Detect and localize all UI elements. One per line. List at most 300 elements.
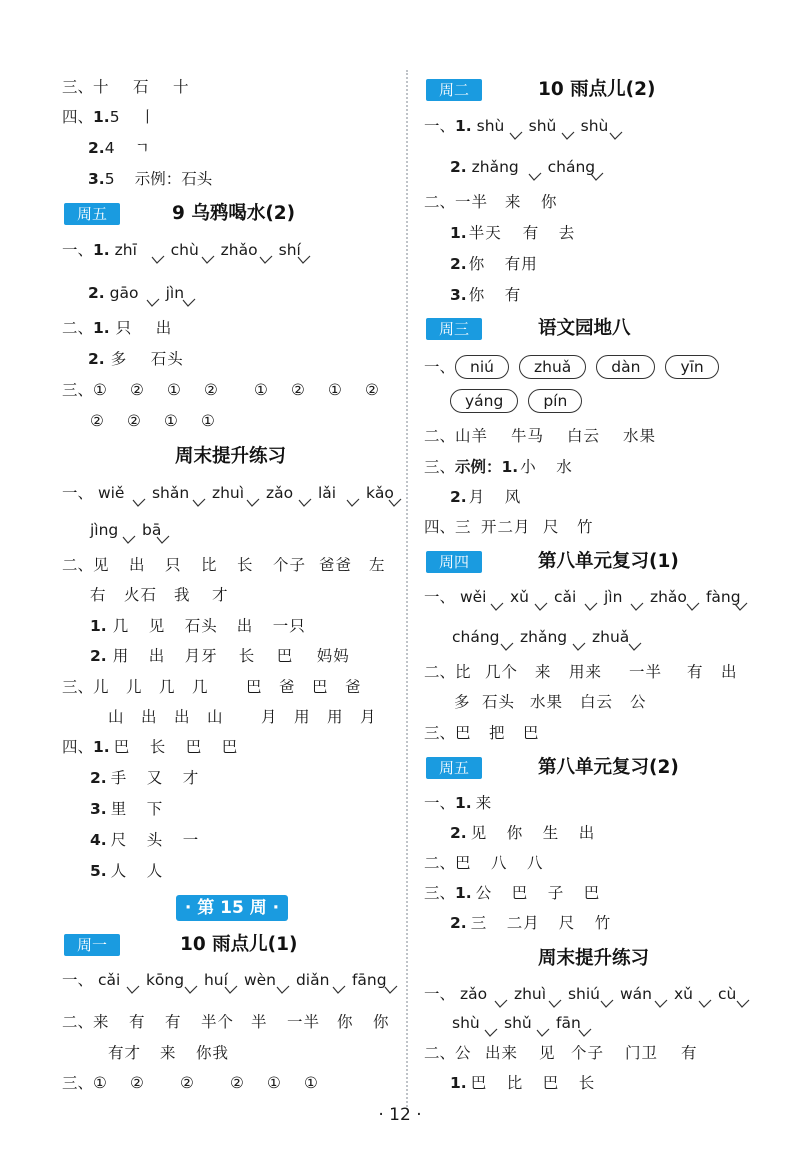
answer: 出 — [148, 647, 166, 665]
oval-answer-line — [450, 389, 592, 413]
answer: 子 — [547, 884, 565, 902]
check-mark-icon — [572, 642, 586, 652]
item-number: 2. — [450, 488, 467, 506]
answer: 山 — [108, 708, 125, 726]
section-title: 第八单元复习(1) — [538, 551, 679, 572]
check-mark-icon — [297, 255, 311, 265]
check-mark-icon — [192, 498, 206, 508]
answer-line — [62, 1073, 318, 1093]
section-title: 周末提升练习 — [175, 446, 287, 467]
circled-answer: ① — [328, 381, 342, 399]
answer-line — [90, 616, 306, 636]
answer: 公 — [475, 884, 493, 902]
item-number: 1. — [90, 617, 107, 635]
circled-answer: ② — [230, 1074, 244, 1092]
pinyin-answer: zhǎo — [220, 241, 258, 259]
answer: 三 — [455, 518, 472, 536]
answer: 长 — [149, 738, 167, 756]
check-mark-icon — [122, 535, 136, 545]
check-mark-icon — [654, 999, 668, 1009]
answer: 个子 — [273, 556, 307, 574]
answer: 水果 — [623, 427, 657, 445]
item-prefix: 三、 — [62, 1074, 94, 1092]
answer: 巴 — [113, 738, 131, 756]
answer: 有用 — [504, 255, 538, 273]
item-prefix: 一、 — [62, 484, 94, 502]
section-header — [64, 934, 394, 958]
pinyin-answer: fān — [556, 1014, 581, 1032]
check-mark-icon — [151, 255, 165, 265]
day-badge: 周五 — [426, 757, 482, 779]
pinyin-answer: zǎo — [459, 985, 488, 1003]
item-prefix: 一、 — [62, 241, 94, 259]
item-number: 1. — [93, 319, 110, 337]
answer: 牛马 — [511, 427, 545, 445]
answer-line — [90, 799, 163, 819]
answer: 才 — [182, 769, 200, 787]
item-number: 2. — [90, 647, 107, 665]
answer: 二月 — [506, 914, 540, 932]
answer-line — [62, 107, 155, 127]
circled-pinyin: zhuǎ — [519, 355, 586, 379]
answer: 你 — [506, 824, 524, 842]
answer: 小 — [520, 458, 537, 476]
section-title: 语文园地八 — [538, 318, 631, 339]
item-prefix: 二、 — [424, 663, 456, 681]
check-mark-icon — [126, 985, 140, 995]
answer: 出 — [141, 708, 158, 726]
answer: 有 — [522, 224, 540, 242]
page-number: · 12 · — [378, 1105, 422, 1125]
pinyin-answer: kōng — [145, 971, 185, 989]
section-header — [426, 757, 786, 781]
item-number: 1. — [450, 1074, 467, 1092]
answer: 几 — [159, 678, 176, 696]
check-mark-icon — [698, 999, 712, 1009]
item-number: 2. — [88, 284, 105, 302]
item-number: 1. — [450, 224, 467, 242]
pinyin-line — [62, 240, 317, 265]
item-prefix: 三、 — [62, 78, 94, 96]
check-mark-icon — [298, 498, 312, 508]
day-badge: 周四 — [426, 551, 482, 573]
section-title: 第八单元复习(2) — [538, 757, 679, 778]
circled-answer: ② — [180, 1074, 194, 1092]
answer: 巴 — [455, 854, 472, 872]
answer: 你 — [468, 255, 486, 273]
check-mark-icon — [561, 131, 575, 141]
item-prefix: 二、 — [62, 1013, 94, 1031]
item-number: 2. — [88, 350, 105, 368]
check-mark-icon — [384, 985, 398, 995]
answer: 有才 — [108, 1044, 142, 1062]
pinyin-line — [88, 283, 202, 308]
section-title: 9 乌鸦喝水(2) — [172, 203, 296, 224]
pinyin-answer: shǎn — [151, 484, 190, 502]
answer: 竹 — [594, 914, 612, 932]
answer: 用 — [112, 647, 130, 665]
item-number: 1. — [455, 117, 472, 135]
check-mark-icon — [600, 999, 614, 1009]
answer: 下 — [146, 800, 164, 818]
item-prefix: 一、 — [424, 985, 456, 1003]
answer: 有 — [165, 1013, 182, 1031]
pinyin-answer: xǔ — [673, 985, 693, 1003]
circled-answer: ② — [130, 1074, 144, 1092]
answer: 一只 — [272, 617, 306, 635]
answer: 手 — [110, 769, 128, 787]
answer: 巴 — [470, 1074, 488, 1092]
item-prefix: 三、 — [424, 724, 456, 742]
item-number: 2. — [450, 158, 467, 176]
pinyin-line — [452, 627, 648, 652]
pinyin-answer: zhī — [114, 241, 137, 259]
answer: 十 — [93, 78, 110, 96]
pinyin-answer: kǎo — [365, 484, 394, 502]
check-mark-icon — [490, 602, 504, 612]
section-title: 周末提升练习 — [538, 948, 650, 969]
pinyin-answer: shiú — [567, 985, 600, 1003]
day-badge: 周二 — [426, 79, 482, 101]
check-mark-icon — [536, 1028, 550, 1038]
pinyin-answer: chù — [170, 241, 199, 259]
answer: 火石 — [124, 586, 158, 604]
item-number: 1. — [93, 738, 110, 756]
answer: 有 — [504, 286, 522, 304]
answer-line — [450, 223, 575, 243]
check-mark-icon — [736, 999, 750, 1009]
answer: 有 — [681, 1044, 698, 1062]
answer: 只 — [115, 319, 133, 337]
answer: 月 — [468, 488, 486, 506]
pinyin-answer: wiě — [97, 484, 125, 502]
answer-line — [90, 768, 199, 788]
answer: 5 — [109, 108, 120, 126]
circled-answer: ② — [127, 412, 141, 430]
answer-line — [424, 426, 656, 446]
item-prefix: 四、 — [424, 518, 456, 536]
pinyin-answer: shù — [476, 117, 505, 135]
answer: 八 — [527, 854, 544, 872]
answer: 来 — [535, 663, 552, 681]
pinyin-answer: cháng — [547, 158, 596, 176]
answer: 公 — [455, 1044, 472, 1062]
pinyin-line — [62, 483, 408, 508]
pinyin-answer: wèn — [243, 971, 276, 989]
check-mark-icon — [224, 985, 238, 995]
answer-line — [62, 737, 238, 757]
item-number: 2. — [88, 139, 105, 157]
answer: 巴 — [511, 884, 529, 902]
answer: ㄱ — [134, 139, 150, 157]
pinyin-answer: zhuǎ — [592, 628, 630, 646]
item-number: 3. — [450, 286, 467, 304]
answer: 长 — [238, 647, 256, 665]
answer-line — [450, 823, 595, 843]
pinyin-answer: gāo — [109, 284, 139, 302]
check-mark-icon — [276, 985, 290, 995]
day-badge: 周三 — [426, 318, 482, 340]
pinyin-answer: bā — [142, 521, 162, 539]
answer-line — [62, 1012, 390, 1032]
item-number: 2. — [450, 255, 467, 273]
item-prefix: 四、 — [62, 108, 94, 126]
circled-answer: ① — [167, 381, 181, 399]
answer-line — [108, 1043, 229, 1063]
pinyin-answer: zǎo — [265, 484, 294, 502]
check-mark-icon — [509, 131, 523, 141]
item-prefix: 一、 — [424, 794, 456, 812]
answer-line — [62, 677, 362, 697]
answer-line — [424, 883, 600, 903]
answer: 把 — [489, 724, 506, 742]
answer: 尺 — [558, 914, 576, 932]
answer: 比 — [455, 663, 472, 681]
pinyin-answer: cháng — [452, 628, 500, 646]
answer: 你 — [337, 1013, 354, 1031]
answer: 风 — [504, 488, 522, 506]
item-prefix: 一、 — [424, 358, 456, 376]
answer: 见 — [539, 1044, 556, 1062]
answer: 石头 — [184, 617, 218, 635]
pinyin-answer: zhuì — [513, 985, 547, 1003]
answer: 来 — [505, 193, 522, 211]
pinyin-answer: wěi — [459, 588, 487, 606]
answer: 见 — [93, 556, 110, 574]
answer: 爸爸 — [319, 556, 353, 574]
check-mark-icon — [500, 642, 514, 652]
answer: 儿 — [93, 678, 110, 696]
pinyin-answer: fāng — [351, 971, 387, 989]
pinyin-answer: shí — [278, 241, 301, 259]
answer: 一半 — [629, 663, 663, 681]
item-prefix: 三、 — [62, 381, 94, 399]
check-mark-icon — [388, 498, 402, 508]
pinyin-answer: jìng — [90, 521, 119, 539]
day-badge: 周一 — [64, 934, 120, 956]
section-title: 10 雨点儿(1) — [180, 934, 298, 955]
answer: 儿 — [126, 678, 143, 696]
answer: 石 — [133, 78, 150, 96]
answer: 石头 — [150, 350, 184, 368]
circled-answer: ① — [304, 1074, 318, 1092]
item-number: 5. — [90, 862, 107, 880]
answer: 出 — [721, 663, 738, 681]
check-mark-icon — [156, 535, 170, 545]
answer: 出 — [129, 556, 146, 574]
pinyin-answer: lǎi — [317, 484, 337, 502]
check-mark-icon — [201, 255, 215, 265]
answer-line — [424, 853, 544, 873]
item-prefix: 二、 — [62, 319, 94, 337]
circled-answer: ① — [267, 1074, 281, 1092]
answer: 来 — [160, 1044, 177, 1062]
check-mark-icon — [184, 985, 198, 995]
answer: 用来 — [569, 663, 603, 681]
answer: 尺 — [543, 518, 560, 536]
answer-line — [450, 487, 521, 507]
answer-line — [62, 77, 190, 97]
circled-pinyin: yáng — [450, 389, 518, 413]
answer: 半天 — [468, 224, 502, 242]
answer-line — [90, 861, 163, 881]
answer: 去 — [558, 224, 576, 242]
circled-answer: ① — [93, 381, 107, 399]
item-prefix: 一、 — [62, 971, 94, 989]
circled-answer: ② — [130, 381, 144, 399]
answer: 丨 — [139, 108, 156, 126]
answer-line — [424, 1043, 698, 1063]
answer-line — [424, 662, 738, 682]
answer: 你 — [373, 1013, 390, 1031]
answer: 长 — [237, 556, 254, 574]
answer: 山羊 — [455, 427, 489, 445]
answer-line — [90, 411, 215, 431]
pinyin-answer: wán — [619, 985, 652, 1003]
pinyin-answer: diǎn — [295, 971, 330, 989]
answer-line — [88, 349, 184, 369]
item-number: 2. — [450, 914, 467, 932]
item-prefix: 一、 — [424, 117, 456, 135]
answer: 一半 — [455, 193, 489, 211]
answer-line — [450, 1073, 595, 1093]
item-number: 1. — [455, 884, 472, 902]
check-mark-icon — [246, 498, 260, 508]
answer: 有 — [687, 663, 704, 681]
answer: 来 — [93, 1013, 110, 1031]
pinyin-answer: zhǎng — [471, 158, 519, 176]
answer: 巴 — [246, 678, 263, 696]
answer: 你 — [541, 193, 558, 211]
check-mark-icon — [146, 298, 160, 308]
item-prefix: 二、 — [424, 427, 456, 445]
pinyin-answer: huí — [203, 971, 228, 989]
item-number: 4. — [90, 831, 107, 849]
pinyin-line — [452, 1013, 598, 1038]
answer: 我 — [174, 586, 191, 604]
pinyin-answer: cù — [717, 985, 737, 1003]
answer: 用 — [294, 708, 311, 726]
answer: 月牙 — [184, 647, 218, 665]
item-prefix: 一、 — [424, 588, 456, 606]
answer: 门卫 — [625, 1044, 659, 1062]
answer: 头 — [146, 831, 164, 849]
answer: 出 — [236, 617, 254, 635]
check-mark-icon — [332, 985, 346, 995]
answer-line — [108, 707, 377, 727]
answer: 爸 — [345, 678, 362, 696]
circled-answer: ① — [201, 412, 215, 430]
item-prefix: 四、 — [62, 738, 94, 756]
answer: 水果 — [530, 693, 564, 711]
circled-pinyin: yīn — [665, 355, 718, 379]
check-mark-icon — [578, 1028, 592, 1038]
circled-answer: ② — [90, 412, 104, 430]
answer: 一半 — [287, 1013, 321, 1031]
answer: 人 — [110, 862, 128, 880]
check-mark-icon — [346, 498, 360, 508]
item-number: 1. — [93, 108, 110, 126]
answer: 巴 — [583, 884, 601, 902]
answer: 才 — [212, 586, 229, 604]
week-banner: · 第 15 周 · — [176, 895, 288, 921]
answer: 爸 — [279, 678, 296, 696]
circled-answer: ① — [164, 412, 178, 430]
answer: 巴 — [455, 724, 472, 742]
answer: 公 — [630, 693, 647, 711]
answer: 竹 — [577, 518, 594, 536]
check-mark-icon — [609, 131, 623, 141]
item-number: 示例：1. — [455, 458, 519, 476]
answer: 5 — [104, 170, 115, 188]
check-mark-icon — [132, 498, 146, 508]
answer: 半 — [251, 1013, 268, 1031]
pinyin-answer: zhuì — [211, 484, 245, 502]
answer: 你我 — [196, 1044, 230, 1062]
answer: 右 — [90, 586, 107, 604]
check-mark-icon — [494, 999, 508, 1009]
answer: 半个 — [201, 1013, 235, 1031]
pinyin-answer: shǔ — [528, 117, 557, 135]
answer: 长 — [578, 1074, 596, 1092]
pinyin-answer: jìn — [603, 588, 623, 606]
answer-line — [424, 723, 540, 743]
circled-answer: ① — [254, 381, 268, 399]
answer-line — [454, 692, 647, 712]
pinyin-answer: shù — [580, 117, 609, 135]
check-mark-icon — [528, 172, 542, 182]
oval-answer-line — [424, 355, 729, 379]
check-mark-icon — [686, 602, 700, 612]
column-divider — [406, 70, 408, 1110]
answer: 巴 — [221, 738, 239, 756]
answer: 几 — [192, 678, 209, 696]
section-header — [426, 551, 786, 575]
circled-answer: ② — [204, 381, 218, 399]
answer: 多 — [454, 693, 471, 711]
answer: 来 — [475, 794, 493, 812]
check-mark-icon — [259, 255, 273, 265]
pinyin-answer: fàng — [705, 588, 741, 606]
check-mark-icon — [548, 999, 562, 1009]
answer-line — [424, 457, 573, 477]
answer-line — [90, 830, 199, 850]
item-number: 1. — [93, 241, 110, 259]
item-number: 3. — [90, 800, 107, 818]
circled-pinyin: niú — [455, 355, 509, 379]
answer: 开二月 — [481, 518, 531, 536]
answer: 出 — [174, 708, 191, 726]
answer: 妈妈 — [316, 647, 350, 665]
check-mark-icon — [484, 1028, 498, 1038]
answer: 用 — [327, 708, 344, 726]
answer: 示例：石头 — [134, 170, 213, 188]
answer: 比 — [506, 1074, 524, 1092]
answer: 见 — [470, 824, 488, 842]
answer: 白云 — [567, 427, 601, 445]
answer: 八 — [491, 854, 508, 872]
answer-line — [62, 380, 379, 400]
item-number: 1. — [455, 794, 472, 812]
answer: 巴 — [312, 678, 329, 696]
answer: 白云 — [580, 693, 614, 711]
pinyin-answer: zhǎng — [520, 628, 568, 646]
pinyin-answer: jìn — [165, 284, 185, 302]
answer: 见 — [148, 617, 166, 635]
pinyin-answer: xǔ — [509, 588, 529, 606]
pinyin-line — [424, 587, 754, 612]
answer: 个子 — [571, 1044, 605, 1062]
